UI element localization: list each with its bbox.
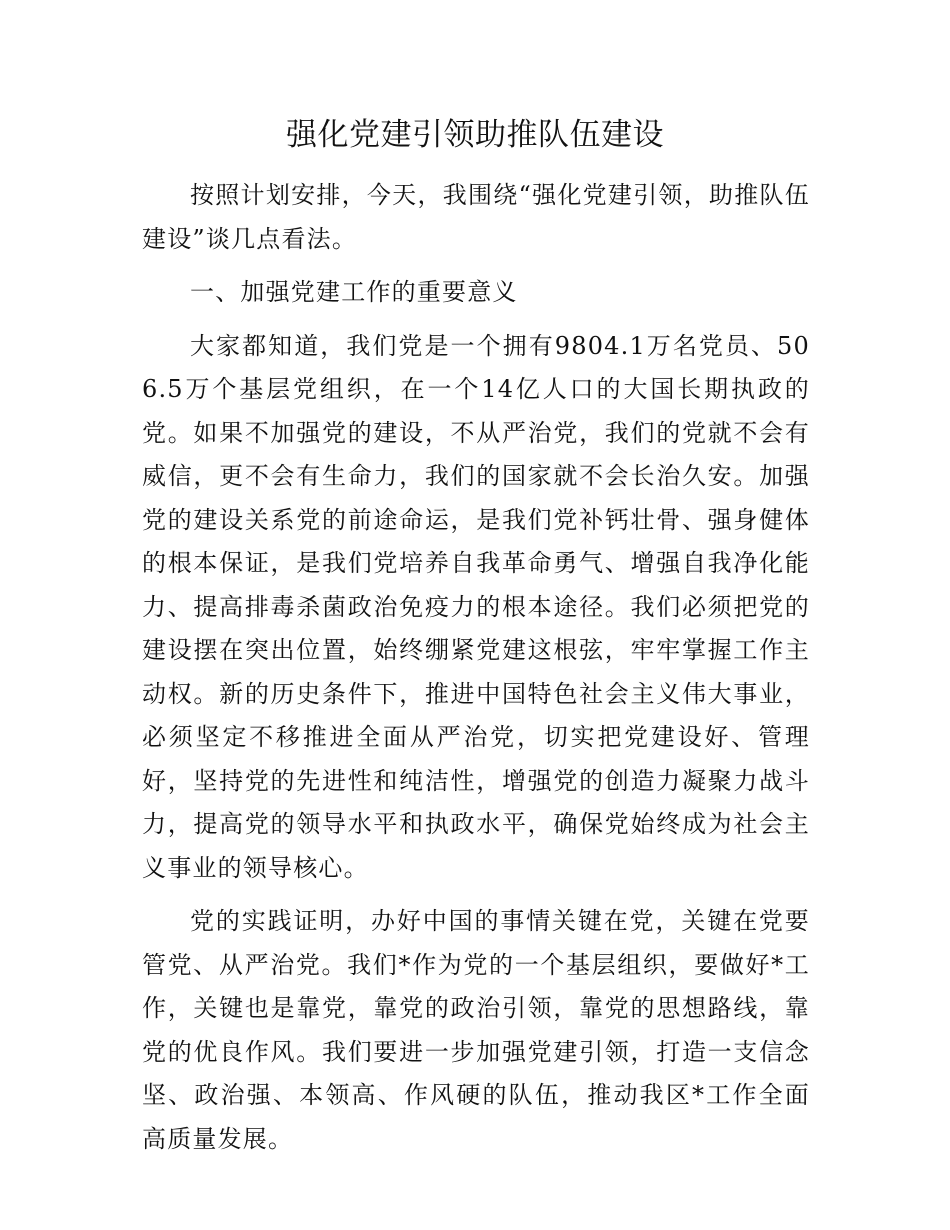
document-title: 强化党建引领助推队伍建设 (286, 117, 664, 153)
body-paragraph-2: 党的实践证明，办好中国的事情关键在党，关键在党要管党、从严治党。我们*作为党的一个基层组织，要做好*工作，关键也是靠党，靠党的政治引领，靠党的思想路线，靠党的优良作风。我们要进一步加强党建引领，打造一支信念坚、政治强、本领高、作风硬的队伍，推动我区*工作全面高质量发展。 (142, 907, 810, 1153)
body-paragraph-1: 大家都知道，我们党是一个拥有9804.1万名党员、506.5万个基层党组织，在一个14亿人口的大国长期执政的党。如果不加强党的建设，不从严治党，我们的党就不会有威信，更不会有生命力，我们的国家就不会长治久安。加强党的建设关系党的前途命运，是我们党补钙壮骨、强身健体的根本保证，是我们党培养自我革命勇气、增强自我净化能力、提高排毒杀菌政治免疫力的根本途径。我们必须把党的建设摆在突出位置，始终绷紧党建这根弦，牢牢掌握工作主动权。新的历史条件下，推进中国特色社会主义伟大事业，必须坚定不移推进全面从严治党，切实把党建设好、管理好，坚持党的先进性和纯洁性，增强党的创造力凝聚力战斗力，提高党的领导水平和执政水平，确保党始终成为社会主义事业的领导核心。 (142, 331, 810, 882)
intro-paragraph: 按照计划安排，今天，我围绕“强化党建引领，助推队伍建设”谈几点看法。 (142, 181, 810, 253)
document-body (142, 174, 810, 1161)
section-heading-1: 一、加强党建工作的重要意义 (190, 278, 518, 306)
